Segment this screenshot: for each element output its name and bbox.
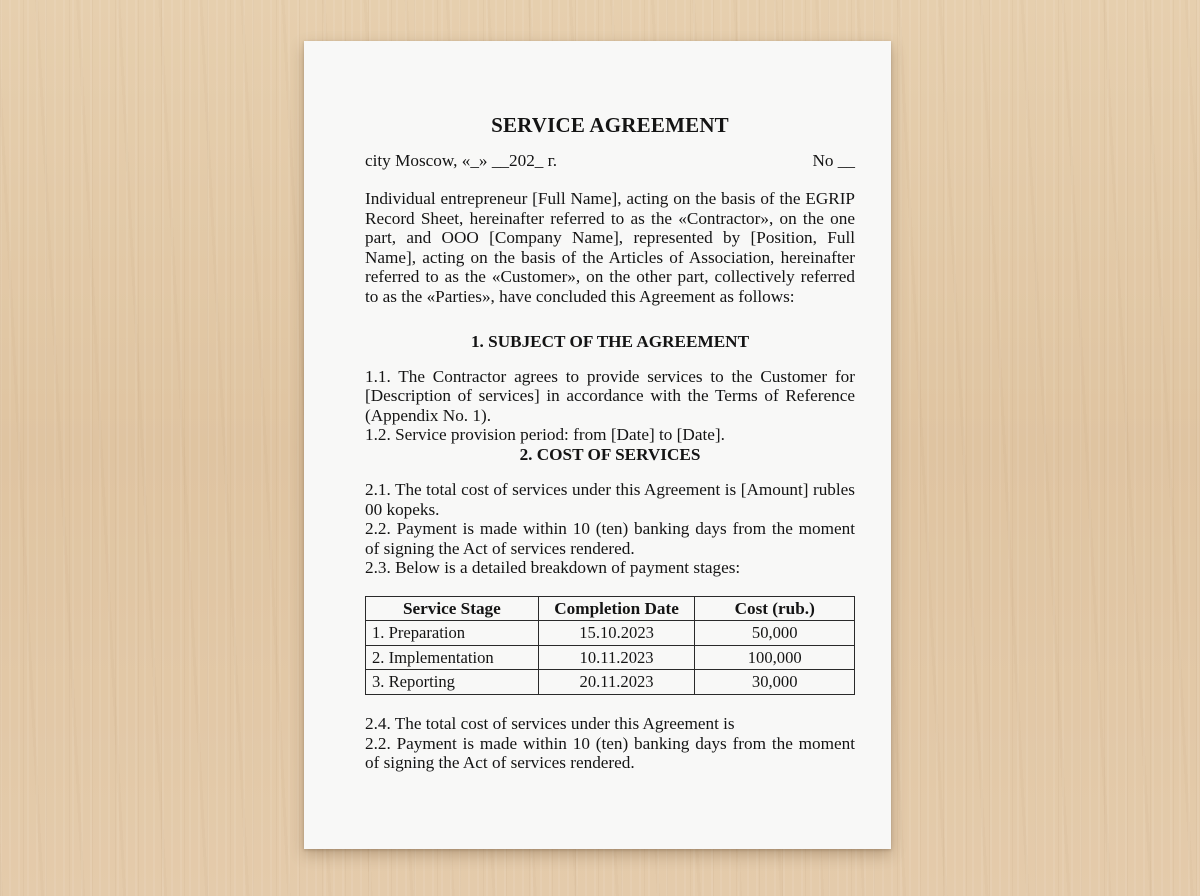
- clause-2-3: 2.3. Below is a detailed breakdown of payment stages:: [365, 558, 741, 578]
- clause-2-1: 2.1. The total cost of services under this Agreement is [Amount] rubles 00 kopeks.: [365, 479, 855, 519]
- payment-stages-table-wrapper: [365, 596, 855, 695]
- cell-cost: 30,000: [695, 670, 855, 695]
- header-completion-date: Completion Date: [538, 596, 695, 621]
- cell-stage: 2. Implementation: [366, 645, 539, 670]
- agreement-page: [304, 41, 891, 849]
- preamble: Individual entrepreneur [Full Name], acting on the basis of the EGRIP Record Sheet, hereinafter referred to as the «Contractor», on the one part, and OOO [Company Name], represented by [Position, Full Name], acting on the basis of the Articles of Association, hereinafter referred to as the «Customer», on the other part, collectively referred to as the «Parties», have concluded this Agreement as follows:: [365, 189, 855, 306]
- payment-stages-table: [365, 596, 855, 695]
- clause-2-2: 2.2. Payment is made within 10 (ten) banking days from the moment of signing the Act of services rendered.: [365, 519, 855, 558]
- section-2-heading: 2. COST OF SERVICES: [519, 444, 701, 464]
- header-cost: Cost (rub.): [695, 596, 855, 621]
- table-row: [366, 621, 855, 646]
- table-row: [366, 670, 855, 695]
- cell-stage: 1. Preparation: [366, 621, 539, 646]
- agreement-number: No __: [812, 151, 855, 170]
- cell-cost: 50,000: [695, 621, 855, 646]
- clause-2-4: 2.4. The total cost of services under this Agreement is: [365, 713, 735, 733]
- clause-1-2: 1.2. Service provision period: from [Date] to [Date].: [365, 425, 725, 445]
- city-date: city Moscow, «_» __202_ г.: [365, 151, 558, 170]
- cell-date: 20.11.2023: [538, 670, 695, 695]
- table-row: [366, 645, 855, 670]
- closing-clauses: [365, 714, 855, 773]
- document-title: SERVICE AGREEMENT: [491, 113, 729, 137]
- section-1-heading: 1. SUBJECT OF THE AGREEMENT: [470, 331, 750, 351]
- cell-cost: 100,000: [695, 645, 855, 670]
- cell-date: 10.11.2023: [538, 645, 695, 670]
- table-header-row: [366, 596, 855, 621]
- header-service-stage: Service Stage: [366, 596, 539, 621]
- clause-2-2-repeat: 2.2. Payment is made within 10 (ten) banking days from the moment of signing the Act of services rendered.: [365, 733, 855, 773]
- cell-stage: 3. Reporting: [366, 670, 539, 695]
- place-date-number-line: [365, 151, 855, 171]
- cell-date: 15.10.2023: [538, 621, 695, 646]
- clause-1-1: 1.1. The Contractor agrees to provide services to the Customer for [Description of services] in accordance with the Terms of Reference (Appendix No. 1).: [365, 366, 855, 425]
